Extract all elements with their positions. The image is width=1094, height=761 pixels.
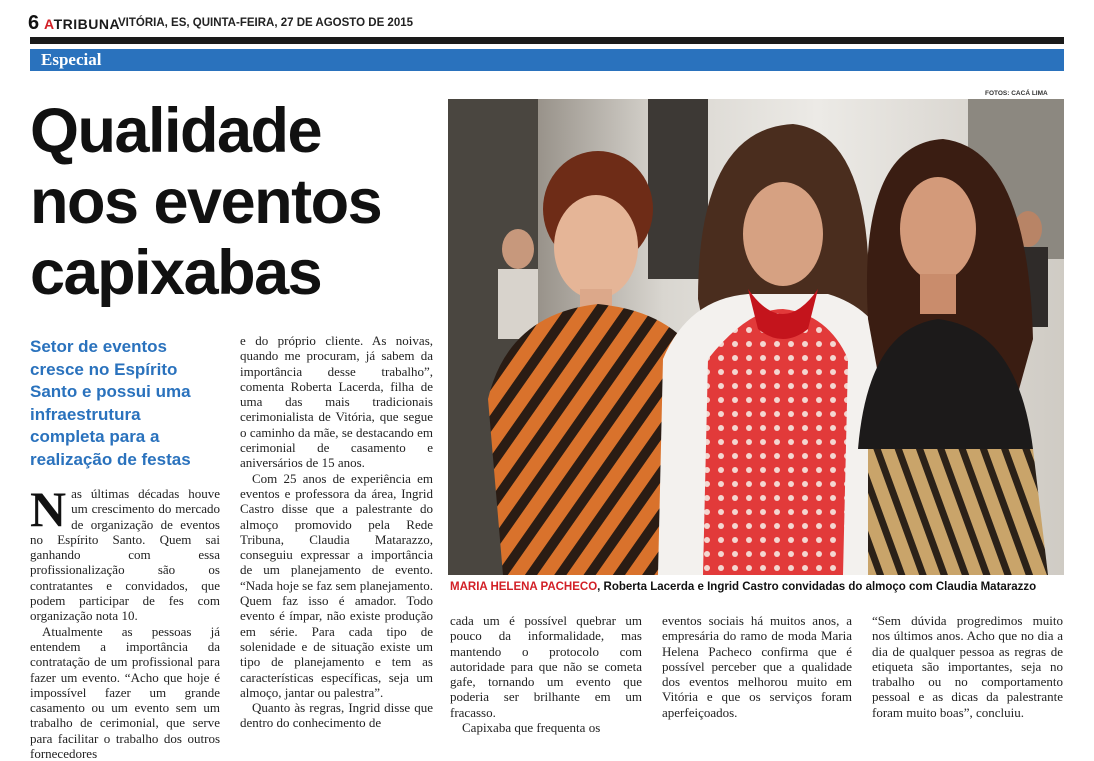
article-column-4	[662, 613, 852, 720]
paragraph: Quanto às regras, Ingrid disse que dentro do conhecimento de	[240, 700, 433, 731]
paragraph: Com 25 anos de experiência em eventos e professora da área, Ingrid Castro disse que a palestrante do almoço promovido pela Rede Tribuna, Claudia Matarazzo, conseguiu expressar a importância de um planejamento de evento. “Nada hoje se faz sem planejamento. Quem faz isso é amador. Todo evento é ímpar, não existe produção em série. Para cada tipo de solenidade e de situação existe um tipo de planejamento e tem as características específicas, seja um almoço, jantar ou palestra”.	[240, 470, 433, 700]
logo-letter-a: A	[44, 16, 54, 32]
drop-cap: N	[30, 481, 67, 537]
page-number: 6	[28, 12, 40, 34]
header-rule	[30, 37, 1064, 44]
event-photo	[448, 99, 1064, 575]
headline: Qualidade nos eventos capixabas	[30, 96, 382, 308]
caption-text: , Roberta Lacerda e Ingrid Castro convidadas do almoço com Claudia Matarazzo	[597, 581, 1037, 593]
caption-highlight-name: MARIA HELENA PACHECO	[450, 581, 598, 593]
paragraph: “Sem dúvida progredimos muito nos últimos anos. Acho que no dia a dia de qualquer pessoa as regras de etiqueta são importantes, seja no trabalho ou no comportamento pessoal e as dicas da palestrante foram muito boas”, concluiu.	[872, 613, 1063, 720]
article-column-2	[240, 333, 433, 731]
paragraph: e do próprio cliente. As noivas, quando me procuram, já sabem da importância desse trabalho”, comenta Roberta Lacerda, filha de uma das mais tradicionais cerimonialista de Vitória, que segue o caminho da mãe, se destacando em cerimonial de casamento e aniversários de 15 anos.	[240, 333, 433, 471]
paragraph: Capixaba que frequenta os	[462, 720, 601, 736]
section-bar	[30, 49, 1064, 71]
article-column-3	[450, 613, 642, 735]
subheadline: Setor de eventos cresce no Espírito Santo e possui uma infraestrutura completa para a realização de festas	[30, 337, 191, 469]
photo-illustration	[448, 99, 1064, 575]
photo-credit: FOTOS: CACÁ LIMA	[985, 90, 1048, 97]
photo-caption	[450, 581, 1064, 593]
newspaper-logo	[44, 16, 120, 32]
paragraph: eventos sociais há muitos anos, a empresária do ramo de moda Maria Helena Pacheco confirma que é possível perceber que a qualidade dos eventos melhorou muito em Vitória e que os serviços foram aperfeiçoados.	[662, 613, 852, 720]
section-label: Especial	[41, 50, 102, 69]
paragraph: Atualmente as pessoas já entendem a importância da contratação de um profissional para fazer um evento. “Acho que hoje é impossível fazer um grande casamento ou um evento sem um trabalho de cerimonial, que serve para facilitar o trabalho dos outros fornecedores	[30, 623, 220, 761]
logo-wordmark: TRIBUNA	[53, 16, 121, 32]
dateline: VITÓRIA, ES, QUINTA-FEIRA, 27 DE AGOSTO DE 2015	[118, 17, 414, 29]
paragraph	[30, 481, 220, 624]
article-column-1	[30, 481, 220, 761]
paragraph: cada um é possível quebrar um pouco da informalidade, mas mantendo o protocolo com autoridade para que não se cometa gafe, tornando um evento que poderia ser brilhante em um fracasso.	[450, 613, 642, 720]
paragraph-text: as últimas décadas houve um crescimento do mercado de organização de eventos no Espírito Santo. Quem sai ganhando com essa profissionalização são os contratantes e convidados, que podem participar de fes com organização nota 10.	[30, 486, 220, 624]
article-column-5	[872, 613, 1063, 720]
